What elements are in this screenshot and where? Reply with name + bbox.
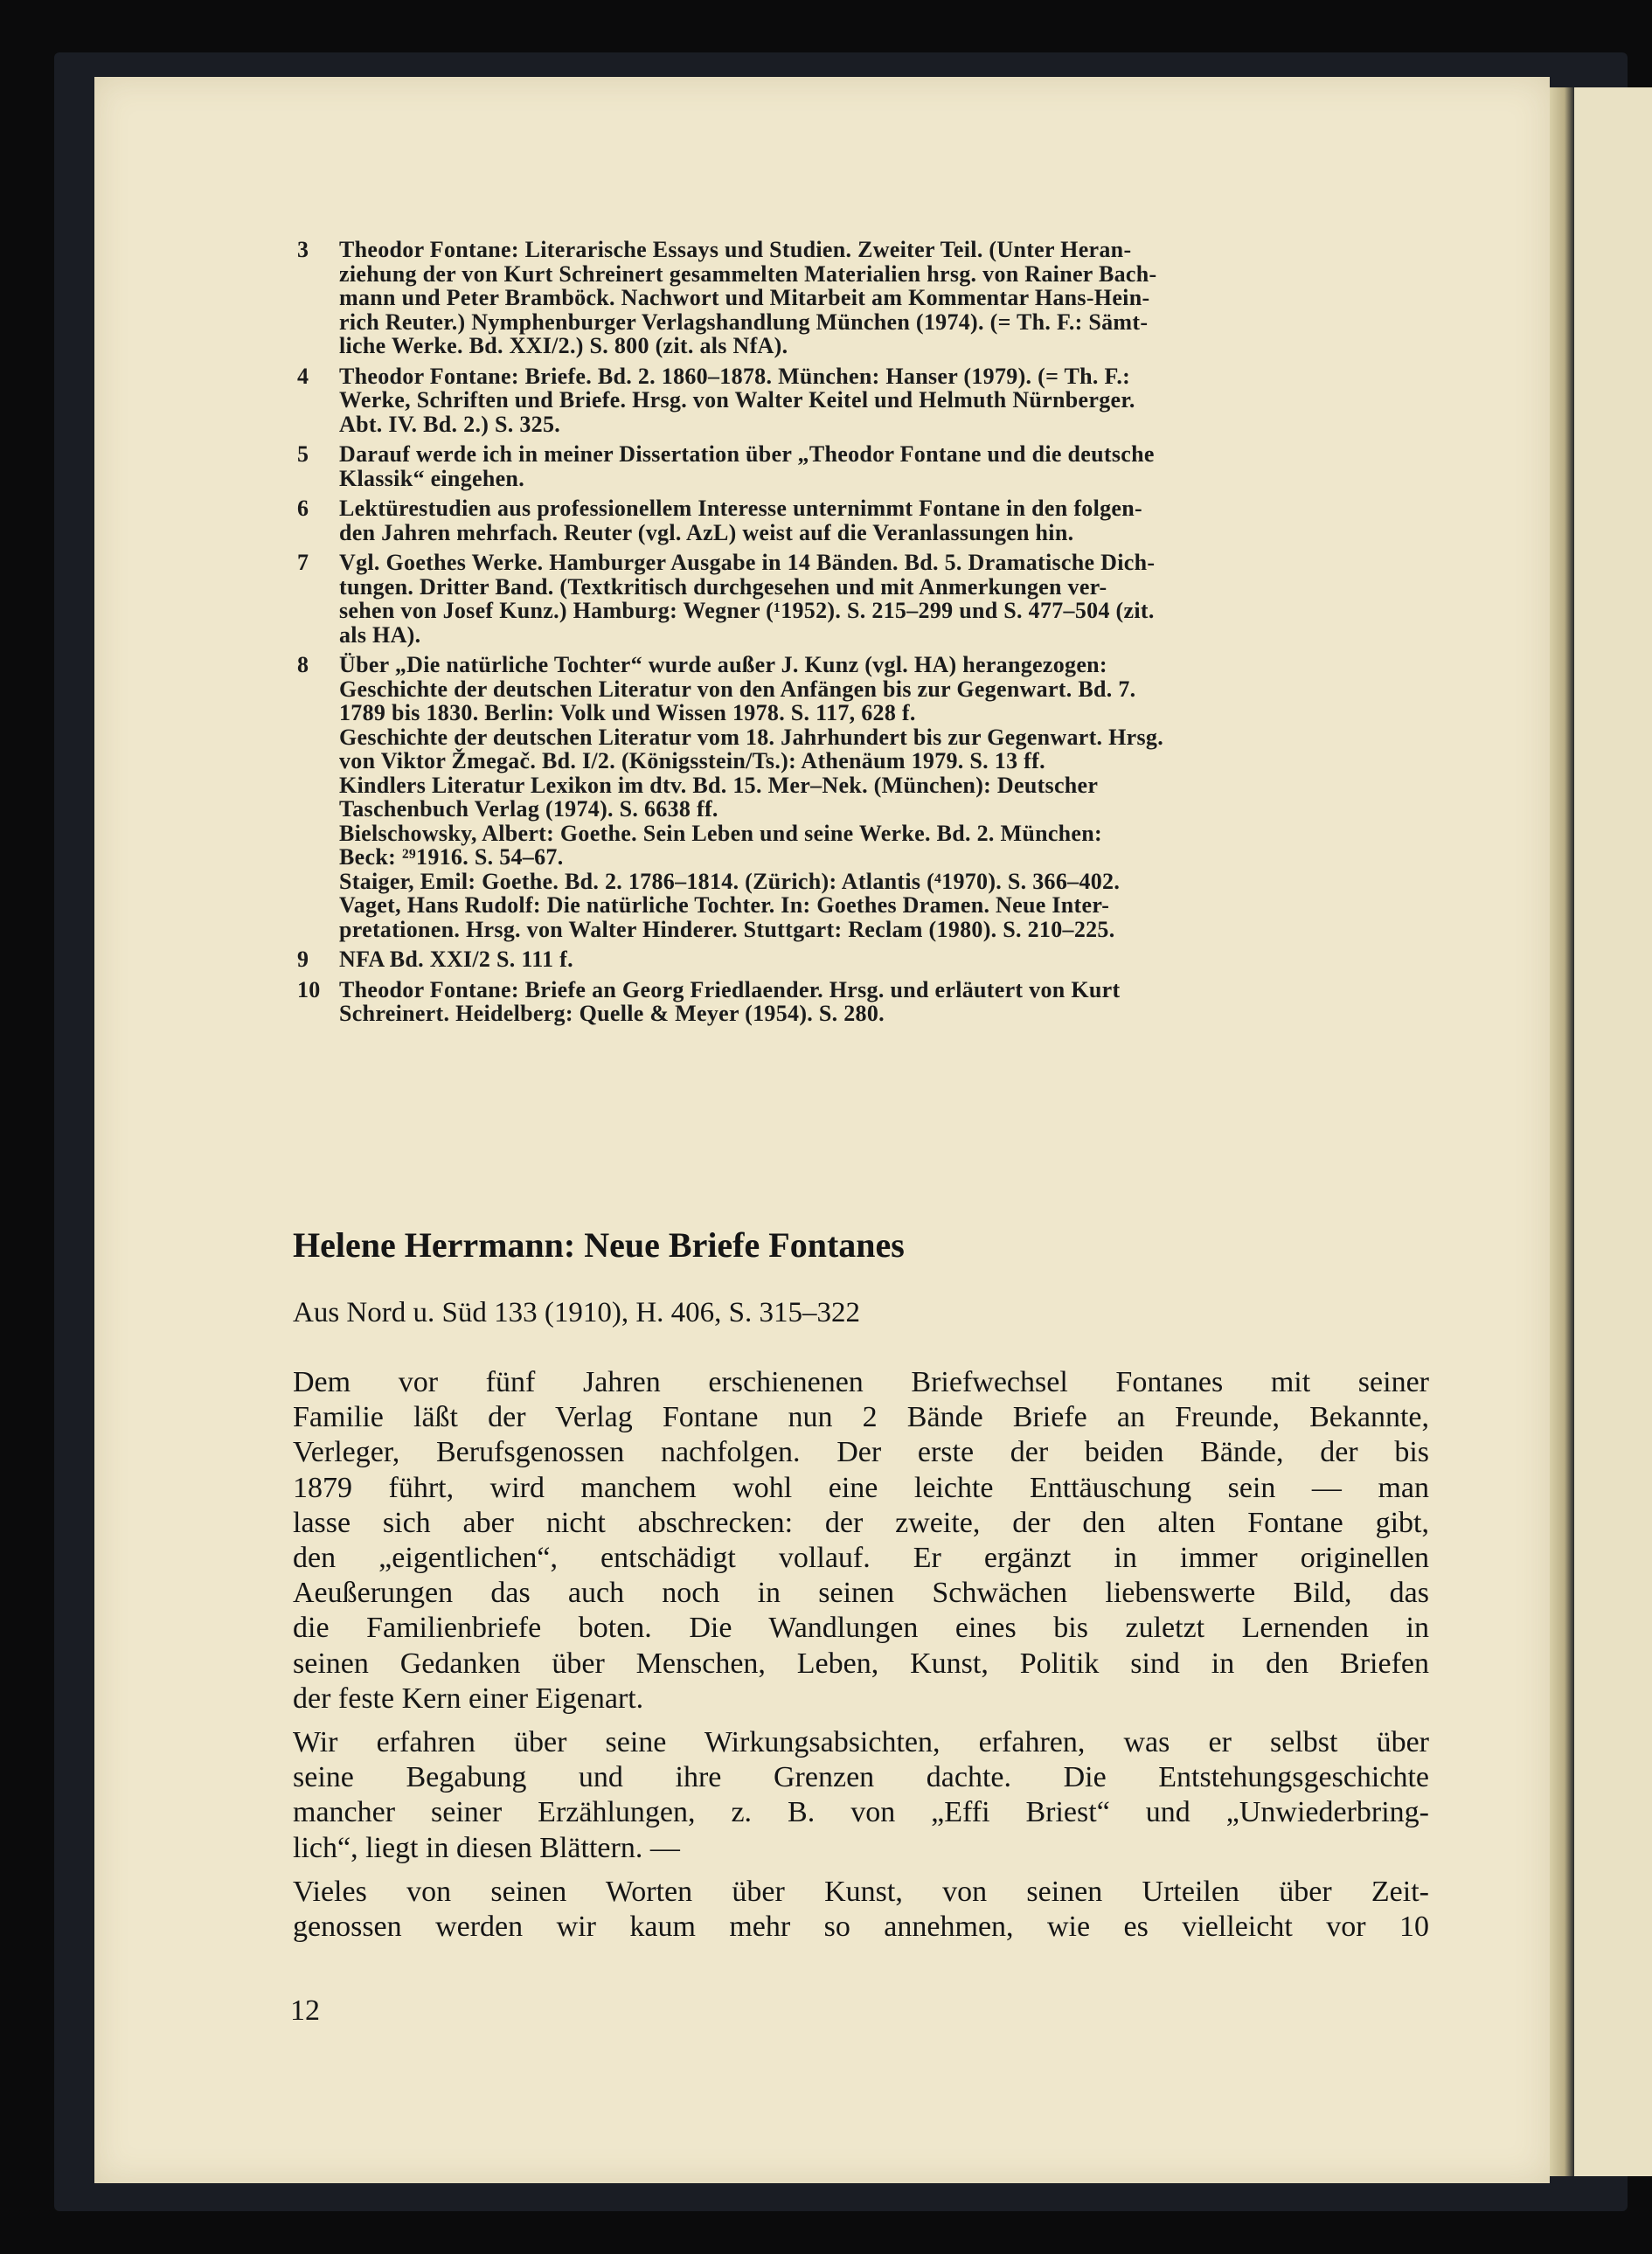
footnote-item	[297, 653, 1429, 941]
footnotes-section	[297, 238, 1429, 1032]
paragraph-line: 1879 führt, wird manchem wohl eine leichte Enttäuschung sein — man	[293, 1471, 1429, 1504]
footnote-line: Abt. IV. Bd. 2.) S. 325.	[339, 411, 561, 437]
footnote-item	[297, 551, 1429, 647]
footnote-number: 6	[297, 496, 309, 521]
footnote-text	[339, 551, 1429, 647]
footnote-line: Geschichte der deutschen Literatur von den Anfängen bis zur Gegenwart. Bd. 7.	[339, 676, 1136, 702]
page-number: 12	[290, 1994, 320, 2027]
paragraph-line: Aeußerungen das auch noch in seinen Schwächen liebenswerte Bild, das	[293, 1577, 1429, 1610]
footnote-line: Über „Die natürliche Tochter“ wurde außer J. Kunz (vgl. HA) herangezogen:	[339, 652, 1107, 677]
footnote-line: Vaget, Hans Rudolf: Die natürliche Tochter. In: Goethes Dramen. Neue Inter-	[339, 892, 1110, 918]
footnote-item	[297, 947, 1429, 972]
footnote-item	[297, 978, 1429, 1026]
footnote-line: Kindlers Literatur Lexikon im dtv. Bd. 15. Mer–Nek. (München): Deutscher	[339, 772, 1099, 798]
footnote-line: Schreinert. Heidelberg: Quelle & Meyer (1954). S. 280.	[339, 1001, 885, 1026]
facing-page	[1574, 87, 1652, 2176]
footnote-line: von Viktor Žmegač. Bd. I/2. (Königsstein/Ts.): Athenäum 1979. S. 13 ff.	[339, 748, 1045, 773]
article-paragraph	[293, 1365, 1429, 1717]
paragraph-line: mancher seiner Erzählungen, z. B. von „Effi Briest“ und „Unwiederbring-	[293, 1796, 1429, 1829]
footnote-number: 8	[297, 652, 309, 677]
footnote-line: pretationen. Hrsg. von Walter Hinderer. Stuttgart: Reclam (1980). S. 210–225.	[339, 916, 1115, 942]
footnote-number: 4	[297, 363, 309, 389]
paragraph-line: Familie läßt der Verlag Fontane nun 2 Bände Briefe an Freunde, Bekannte,	[293, 1401, 1429, 1434]
footnote-line: rich Reuter.) Nymphenburger Verlagshandlung München (1974). (= Th. F.: Sämt-	[339, 309, 1149, 335]
article-title: Helene Herrmann: Neue Briefe Fontanes	[293, 1225, 905, 1265]
paragraph-line: Verleger, Berufsgenossen nachfolgen. Der erste der beiden Bände, der bis	[293, 1436, 1429, 1469]
footnote-number: 7	[297, 550, 309, 575]
paragraph-line: lich“, liegt in diesen Blättern. —	[293, 1831, 680, 1864]
footnote-item	[297, 496, 1429, 544]
footnote-number: 10	[297, 976, 321, 1002]
footnote-line: Taschenbuch Verlag (1974). S. 6638 ff.	[339, 796, 718, 822]
footnote-text	[339, 947, 1429, 972]
footnote-number: 5	[297, 441, 309, 467]
footnote-number: 9	[297, 947, 309, 972]
footnote-line: als HA).	[339, 621, 421, 648]
footnote-item	[297, 442, 1429, 490]
paragraph-line: den „eigentlichen“, entschädigt vollauf. Er ergänzt in immer originellen	[293, 1542, 1429, 1575]
paragraph-line: lasse sich aber nicht abschrecken: der zweite, der den alten Fontane gibt,	[293, 1506, 1429, 1539]
footnote-item	[297, 364, 1429, 437]
footnote-item	[297, 238, 1429, 358]
footnote-line: den Jahren mehrfach. Reuter (vgl. AzL) weist auf die Veranlassungen hin.	[339, 519, 1074, 545]
footnote-line: tungen. Dritter Band. (Textkritisch durchgesehen und mit Anmerkungen ver-	[339, 573, 1107, 600]
paragraph-line: die Familienbriefe boten. Die Wandlungen eines bis zuletzt Lernenden in	[293, 1612, 1429, 1645]
footnote-line: liche Werke. Bd. XXI/2.) S. 800 (zit. als NfA).	[339, 333, 788, 358]
footnote-line: mann und Peter Bramböck. Nachwort und Mitarbeit am Kommentar Hans-Hein-	[339, 285, 1150, 310]
footnote-text	[339, 496, 1429, 544]
footnote-line: 1789 bis 1830. Berlin: Volk und Wissen 1978. S. 117, 628 f.	[339, 700, 916, 725]
article-paragraph	[293, 1725, 1429, 1866]
footnote-line: sehen von Josef Kunz.) Hamburg: Wegner (¹1952). S. 215–299 und S. 477–504 (zit.	[339, 598, 1155, 623]
article-paragraph	[293, 1875, 1429, 1945]
footnote-line: Bielschowsky, Albert: Goethe. Sein Leben und seine Werke. Bd. 2. München:	[339, 820, 1102, 846]
footnote-line: Geschichte der deutschen Literatur vom 18. Jahrhundert bis zur Gegenwart. Hrsg.	[339, 724, 1164, 750]
footnote-line: Staiger, Emil: Goethe. Bd. 2. 1786–1814. (Zürich): Atlantis (⁴1970). S. 366–402.	[339, 868, 1121, 894]
footnote-text	[339, 978, 1429, 1026]
footnote-text	[339, 238, 1429, 358]
paragraph-line: Dem vor fünf Jahren erschienenen Briefwechsel Fontanes mit seiner	[293, 1366, 1429, 1398]
footnote-line: Vgl. Goethes Werke. Hamburger Ausgabe in 14 Bänden. Bd. 5. Dramatische Dich-	[339, 550, 1156, 575]
footnote-line: Darauf werde ich in meiner Dissertation über „Theodor Fontane und die deutsche	[339, 441, 1155, 467]
footnote-text	[339, 364, 1429, 437]
paragraph-line: seine Begabung und ihre Grenzen dachte. Die Entstehungsgeschichte	[293, 1761, 1429, 1794]
footnote-line: Werke, Schriften und Briefe. Hrsg. von Walter Keitel und Helmuth Nürnberger.	[339, 387, 1135, 413]
paragraph-line: genossen werden wir kaum mehr so annehmen, wie es vielleicht vor 10	[293, 1911, 1429, 1944]
footnote-line: Theodor Fontane: Literarische Essays und Studien. Zweiter Teil. (Unter Heran-	[339, 237, 1132, 262]
article-body	[293, 1365, 1429, 1945]
article	[293, 1224, 1429, 1953]
page-stack-edge	[1550, 87, 1574, 2176]
footnote-line: Lektürestudien aus professionellem Interesse unternimmt Fontane in den folgen-	[339, 496, 1142, 521]
footnote-line: NFA Bd. XXI/2 S. 111 f.	[339, 947, 573, 972]
paragraph-line: seinen Gedanken über Menschen, Leben, Kunst, Politik sind in den Briefen	[293, 1647, 1429, 1680]
paragraph-line: Wir erfahren über seine Wirkungsabsichten, erfahren, was er selbst über	[293, 1726, 1429, 1759]
footnote-line: Theodor Fontane: Briefe. Bd. 2. 1860–1878. München: Hanser (1979). (= Th. F.:	[339, 363, 1131, 389]
footnote-line: ziehung der von Kurt Schreinert gesammelten Materialien hrsg. von Rainer Bach-	[339, 260, 1157, 287]
footnote-text	[339, 653, 1429, 941]
article-source: Aus Nord u. Süd 133 (1910), H. 406, S. 315–322	[293, 1297, 861, 1328]
footnote-number: 3	[297, 237, 309, 262]
paragraph-line: Vieles von seinen Worten über Kunst, von seinen Urteilen über Zeit-	[293, 1875, 1429, 1908]
paragraph-line: der feste Kern einer Eigenart.	[293, 1682, 644, 1715]
footnote-text	[339, 442, 1429, 490]
footnote-line: Theodor Fontane: Briefe an Georg Friedlaender. Hrsg. und erläutert von Kurt	[339, 976, 1121, 1002]
footnote-line: Beck: ²⁹1916. S. 54–67.	[339, 844, 564, 870]
footnote-line: Klassik“ eingehen.	[339, 465, 524, 491]
